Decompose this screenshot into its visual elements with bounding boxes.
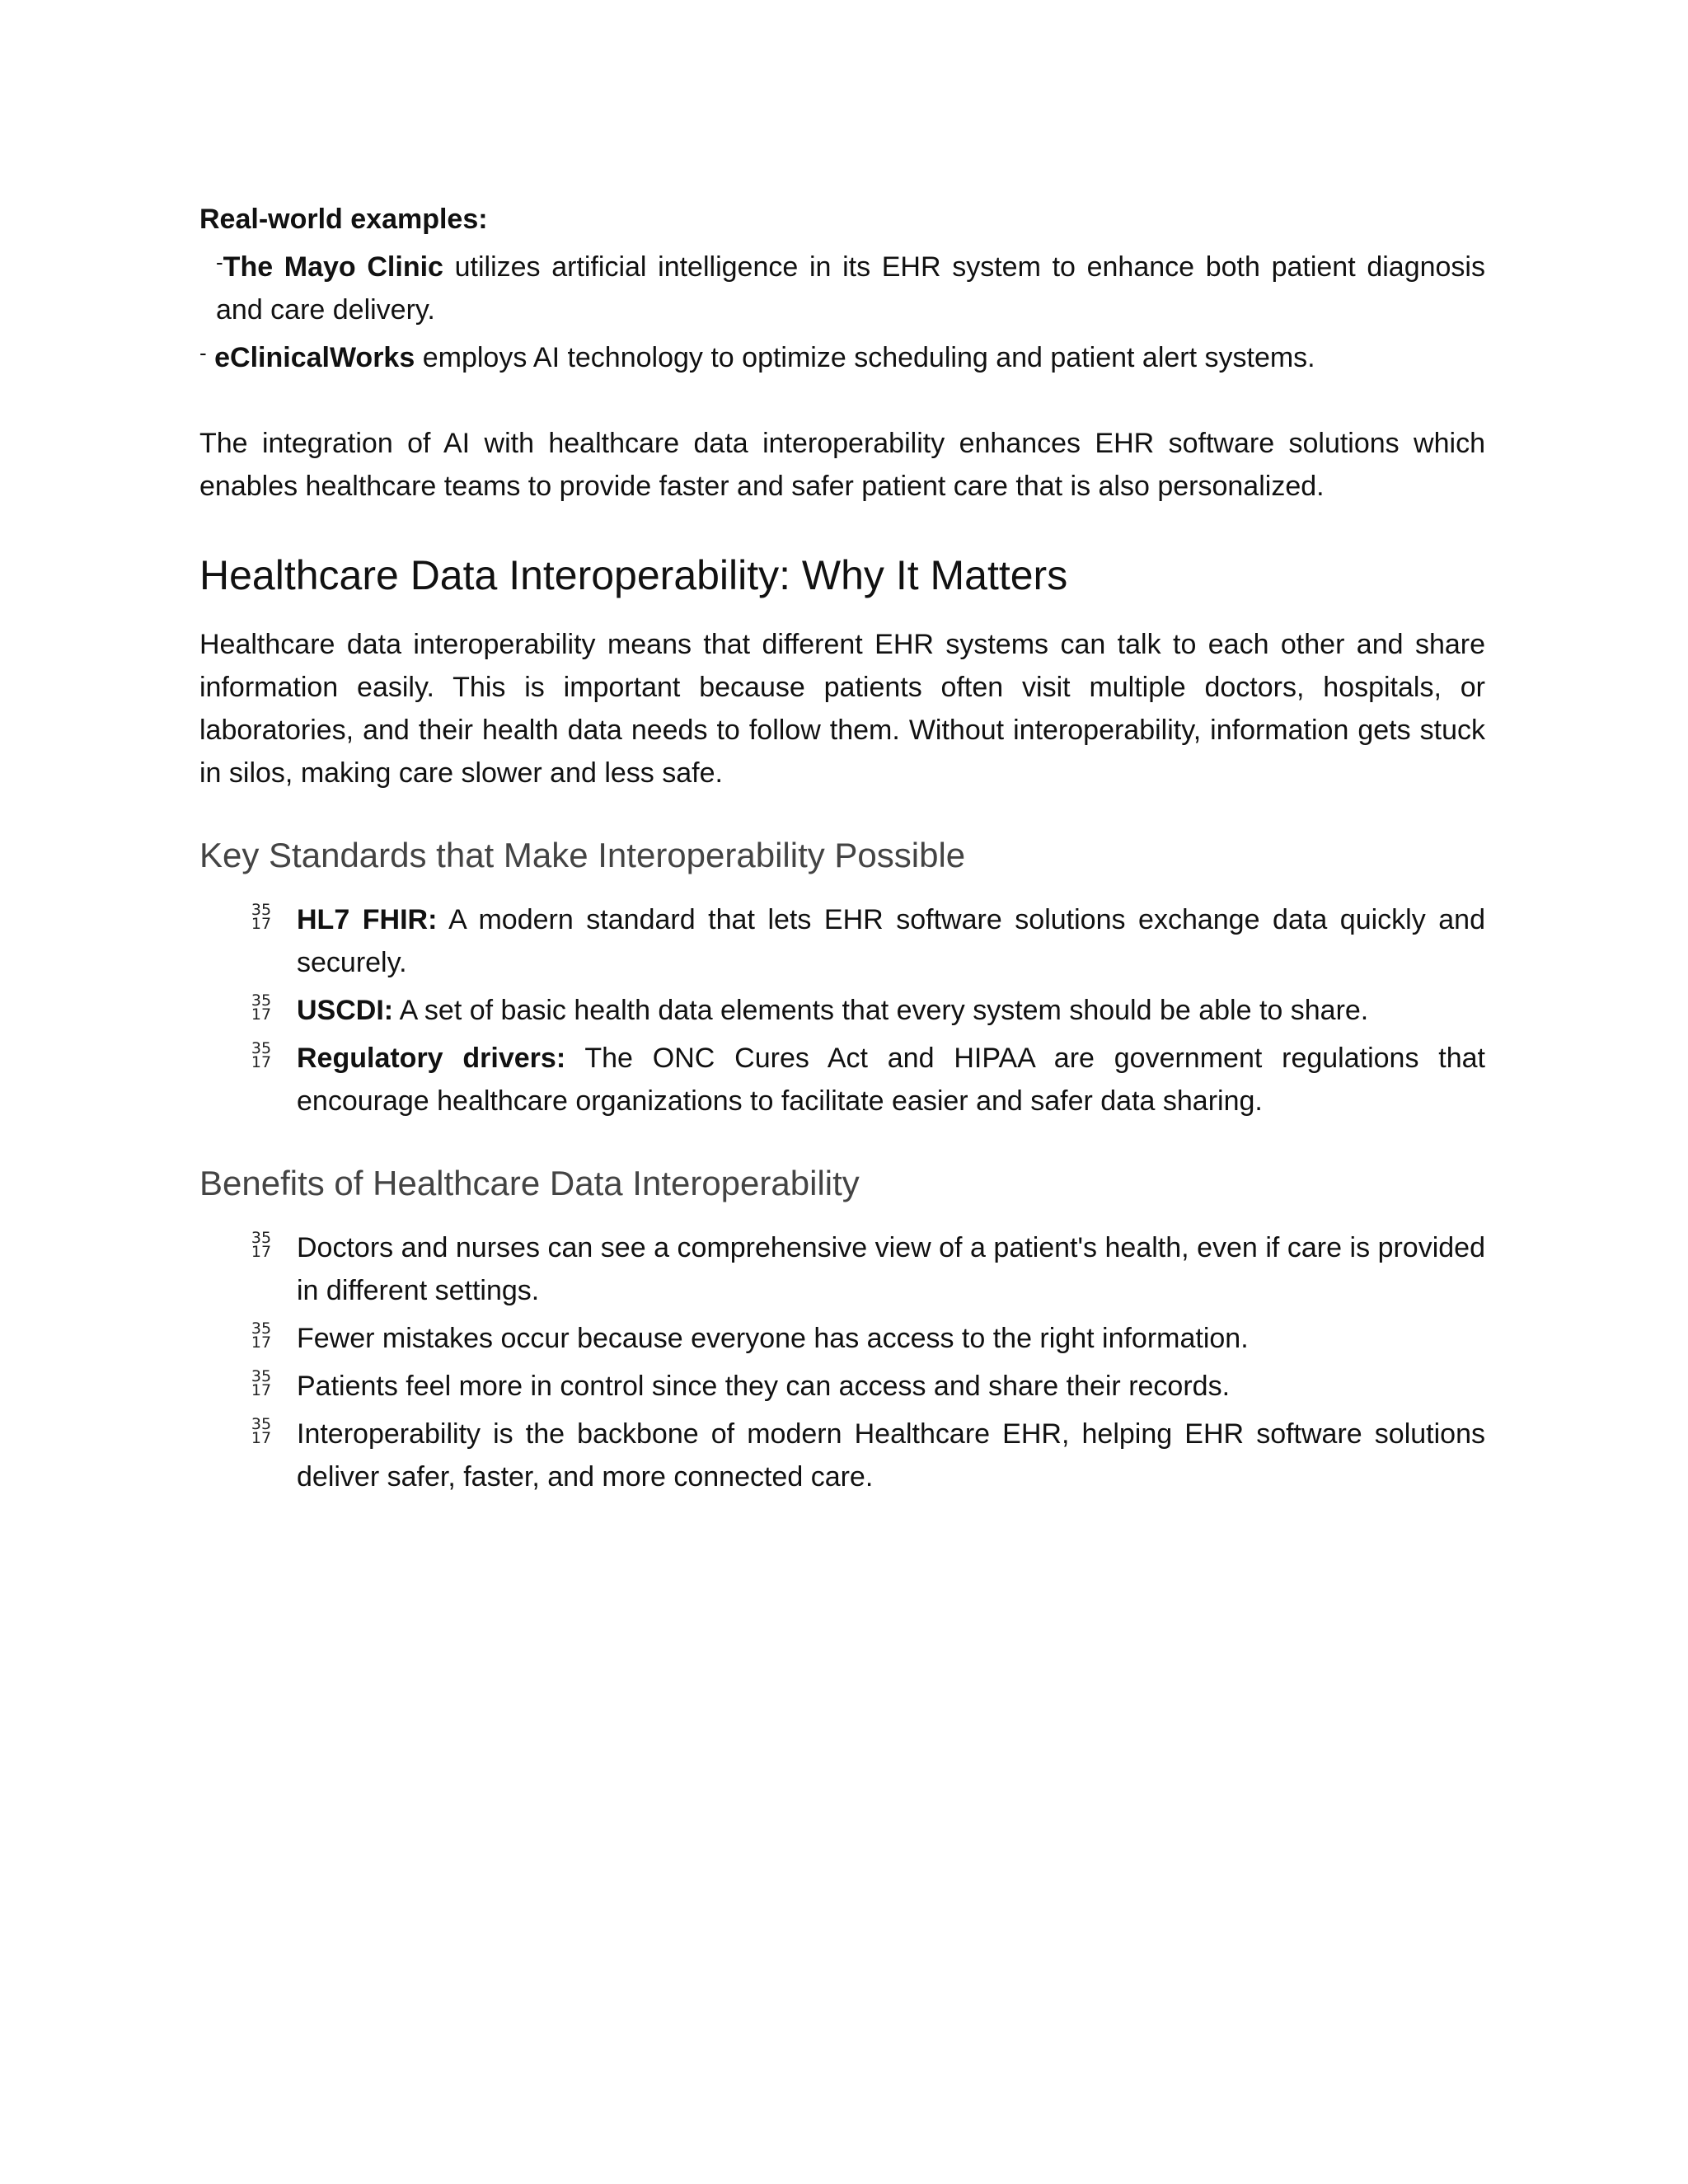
example-item-text: utilizes artificial intelligence in its EHR system to enhance both patient diagnosis and care delivery.: [216, 251, 1485, 326]
list-item: [199, 1317, 1485, 1360]
list-item: [199, 1226, 1485, 1312]
intro-paragraph: The integration of AI with healthcare data interoperability enhances EHR software solutions which enables healthcare teams to provide faster and safer patient care that is also personalized.: [199, 428, 1485, 502]
bullet-icon: 35 17: [251, 1039, 272, 1071]
bullet-icon: 35 17: [251, 1319, 272, 1352]
spacer: [199, 379, 1485, 422]
list-item-text: A set of basic health data elements that every system should be able to share.: [393, 995, 1369, 1026]
examples-heading: Real-world examples:: [199, 204, 488, 235]
list-item-text: Doctors and nurses can see a comprehensive view of a patient's health, even if care is provided in different settings.: [297, 1232, 1485, 1306]
list-item: [199, 1365, 1485, 1408]
document-page: [199, 198, 1485, 1503]
list-item: [199, 1413, 1485, 1498]
bullet-icon: 35 17: [251, 1415, 272, 1447]
list-item-bold: Regulatory drivers:: [297, 1043, 566, 1074]
list-item-bold: USCDI:: [297, 995, 394, 1026]
dash-mark: -: [199, 340, 207, 365]
list-item-text: The ONC Cures Act and HIPAA are government regulations that encourage healthcare organizations to facilitate easier and safer data sharing.: [297, 1043, 1485, 1117]
list-item: [199, 989, 1485, 1032]
benefits-list: [199, 1226, 1485, 1498]
bullet-icon: 35 17: [251, 901, 272, 933]
bullet-icon: 35 17: [251, 1229, 272, 1261]
list-item-text: Fewer mistakes occur because everyone has access to the right information.: [297, 1323, 1249, 1354]
section-title: Healthcare Data Interoperability: Why It Matters: [199, 552, 1068, 598]
dash-mark: -: [216, 250, 223, 274]
section-paragraph: Healthcare data interoperability means that different EHR systems can talk to each other and share information easily. This is important because patients often visit multiple doctors, hospitals, or laboratories, and their health data needs to follow them. Without interoperability, information gets stuck in silos, making care slower and less safe.: [199, 629, 1485, 789]
bullet-icon: 35 17: [251, 1367, 272, 1399]
list-item: [199, 898, 1485, 984]
standards-title: Key Standards that Make Interoperability Possible: [199, 836, 966, 874]
list-item-text: Patients feel more in control since they can access and share their records.: [297, 1371, 1231, 1402]
bullet-icon: 35 17: [251, 991, 272, 1024]
list-item: [199, 1037, 1485, 1122]
example-item: [199, 331, 1485, 379]
example-item-bold: eClinicalWorks: [214, 342, 415, 373]
example-item-text: employs AI technology to optimize scheduling and patient alert systems.: [415, 342, 1315, 373]
benefits-title: Benefits of Healthcare Data Interoperability: [199, 1164, 860, 1202]
list-item-bold: HL7 FHIR:: [297, 904, 438, 935]
list-item-text: A modern standard that lets EHR software solutions exchange data quickly and securely.: [297, 904, 1485, 978]
example-item: [199, 241, 1485, 331]
standards-list: [199, 898, 1485, 1122]
example-item-bold: The Mayo Clinic: [223, 251, 443, 283]
list-item-text: Interoperability is the backbone of modern Healthcare EHR, helping EHR software solutions deliver safer, faster, and more connected care.: [297, 1418, 1485, 1493]
